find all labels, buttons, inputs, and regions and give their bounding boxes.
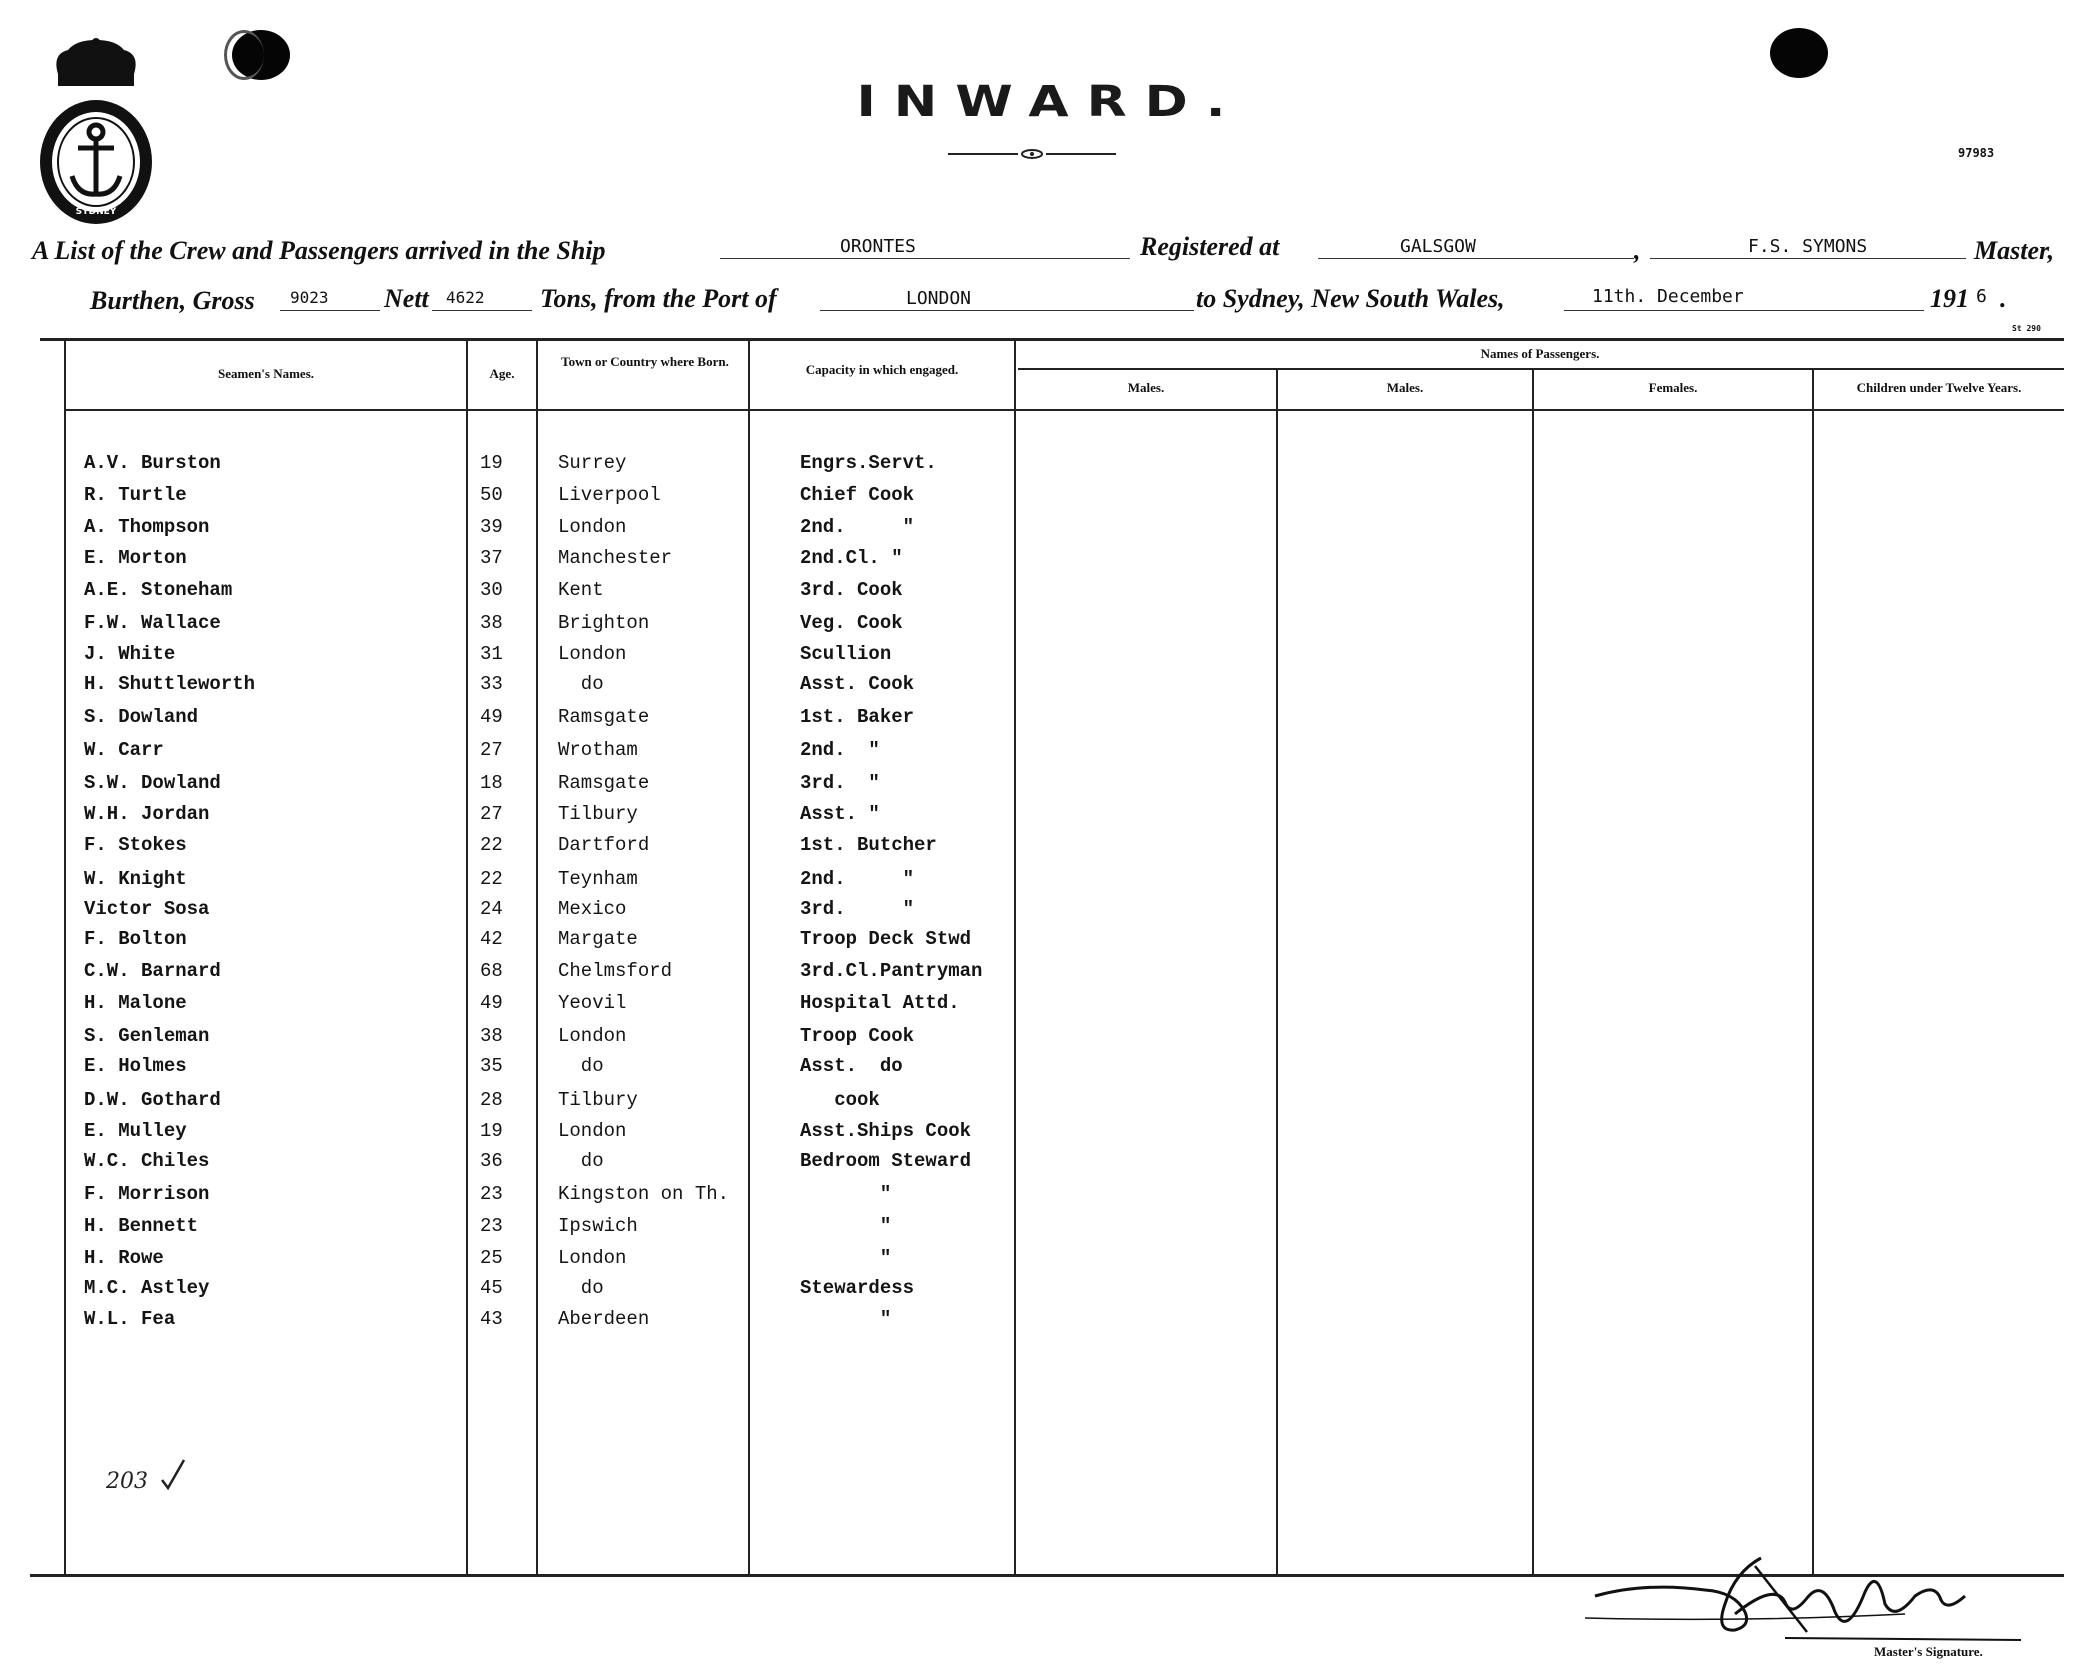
crew-capacity-cell: 3rd. Cook [800, 579, 903, 601]
crew-name-cell: S. Genleman [84, 1025, 210, 1047]
crew-age-cell: 36 [480, 1150, 503, 1172]
crew-age-cell: 45 [480, 1277, 503, 1299]
comma: , [1634, 236, 1641, 265]
burthen-label: Burthen, Gross [90, 286, 255, 315]
crew-name-cell: W. Knight [84, 868, 187, 890]
crew-capacity-cell: " [800, 1308, 892, 1330]
crew-birthplace-cell: Aberdeen [558, 1308, 650, 1330]
crew-name-cell: S. Dowland [84, 706, 199, 728]
crew-birthplace-cell: do [558, 1277, 604, 1299]
crew-age-cell: 19 [480, 1120, 503, 1142]
master-label: Master, [1974, 236, 2055, 265]
crew-capacity-cell: Bedroom Steward [800, 1150, 972, 1172]
crew-age-cell: 22 [480, 868, 503, 890]
crew-birthplace-cell: London [558, 643, 627, 665]
col-rule-capacity [748, 340, 750, 1574]
crew-capacity-cell: Veg. Cook [800, 612, 903, 634]
crew-capacity-cell: " [800, 1247, 892, 1269]
header-bottom-rule [64, 409, 2064, 411]
crew-name-cell: H. Bennett [84, 1215, 199, 1237]
crew-birthplace-cell: do [558, 1055, 604, 1077]
col-header-males-1: Males. [1127, 380, 1165, 395]
col-header-children: Children under Twelve Years. [1856, 380, 2022, 395]
count-note-text: 203 [106, 1469, 148, 1494]
crew-capacity-cell: 1st. Baker [800, 706, 915, 728]
crew-name-cell: H. Rowe [84, 1247, 164, 1269]
crew-capacity-cell: Chief Cook [800, 484, 915, 506]
crew-capacity-cell: 3rd. " [800, 772, 880, 794]
signature-caption: Master's Signature. [1874, 1644, 1983, 1659]
crew-birthplace-cell: Margate [558, 928, 638, 950]
ship-name: ORONTES [840, 236, 916, 257]
crew-age-cell: 23 [480, 1215, 503, 1237]
crew-birthplace-cell: Surrey [558, 452, 627, 474]
crew-birthplace-cell: Kent [558, 579, 604, 601]
shipping-masters-seal [38, 36, 154, 226]
master-field-line [1650, 258, 1966, 259]
gross-field-line [280, 310, 380, 311]
crew-name-cell: F. Morrison [84, 1183, 210, 1205]
crew-capacity-cell: Asst.Ships Cook [800, 1120, 972, 1142]
table-top-rule [40, 338, 2064, 341]
crew-capacity-cell: 2nd. " [800, 739, 880, 761]
crew-age-cell: 31 [480, 643, 503, 665]
crew-birthplace-cell: Ipswich [558, 1215, 638, 1237]
crew-capacity-cell: 2nd. " [800, 868, 915, 890]
crew-name-cell: E. Mulley [84, 1120, 187, 1142]
year-prefix: 191 [1930, 284, 1969, 313]
col-header-females: Females. [1648, 380, 1698, 395]
crew-name-cell: Victor Sosa [84, 898, 210, 920]
crew-name-cell: H. Shuttleworth [84, 673, 256, 695]
port-field-line [820, 310, 1194, 311]
crew-birthplace-cell: Teynham [558, 868, 638, 890]
title-ornament [948, 146, 1116, 162]
col-header-age: Age. [489, 366, 515, 381]
col-rule-age [466, 340, 468, 1574]
crew-name-cell: W.L. Fea [84, 1308, 176, 1330]
crew-name-cell: C.W. Barnard [84, 960, 221, 982]
nett-label: Nett [384, 284, 429, 313]
crew-birthplace-cell: Wrotham [558, 739, 638, 761]
crew-birthplace-cell: London [558, 1120, 627, 1142]
year-period: . [2000, 284, 2007, 313]
col-rule-females [1532, 370, 1534, 1574]
col-rule-children [1812, 370, 1814, 1574]
crew-birthplace-cell: Ramsgate [558, 706, 650, 728]
arrival-date: 11th. December [1592, 286, 1744, 307]
crew-age-cell: 33 [480, 673, 503, 695]
col-header-passengers: Names of Passengers. [1480, 346, 1600, 361]
master-name: F.S. SYMONS [1748, 236, 1868, 257]
crew-age-cell: 27 [480, 803, 503, 825]
crew-birthplace-cell: Dartford [558, 834, 650, 856]
crew-capacity-cell: " [800, 1215, 892, 1237]
punch-hole-left-ring [224, 30, 264, 80]
crew-age-cell: 35 [480, 1055, 503, 1077]
crew-birthplace-cell: Yeovil [558, 992, 627, 1014]
crew-name-cell: W.C. Chiles [84, 1150, 210, 1172]
crew-name-cell: S.W. Dowland [84, 772, 221, 794]
crew-age-cell: 37 [480, 547, 503, 569]
crew-age-cell: 39 [480, 516, 503, 538]
crew-capacity-cell: " [800, 1183, 892, 1205]
crew-name-cell: W.H. Jordan [84, 803, 210, 825]
crew-age-cell: 28 [480, 1089, 503, 1111]
col-header-town: Town or Country where Born. [561, 354, 729, 369]
crew-birthplace-cell: Brighton [558, 612, 650, 634]
crew-age-cell: 49 [480, 706, 503, 728]
crew-name-cell: E. Morton [84, 547, 187, 569]
col-rule-town [536, 340, 538, 1574]
crew-name-cell: A. Thompson [84, 516, 210, 538]
date-field-line [1564, 310, 1924, 311]
crew-age-cell: 19 [480, 452, 503, 474]
col-rule-left [64, 340, 66, 1574]
crew-name-cell: E. Holmes [84, 1055, 187, 1077]
handwritten-count-note [104, 1450, 204, 1496]
crew-capacity-cell: Scullion [800, 643, 892, 665]
crew-name-cell: D.W. Gothard [84, 1089, 221, 1111]
crew-name-cell: H. Malone [84, 992, 187, 1014]
to-sydney-label: to Sydney, New South Wales, [1196, 284, 1505, 313]
crew-age-cell: 43 [480, 1308, 503, 1330]
crew-name-cell: M.C. Astley [84, 1277, 210, 1299]
crew-age-cell: 18 [480, 772, 503, 794]
ship-field-line [720, 258, 1130, 259]
list-heading: A List of the Crew and Passengers arrived in the Ship [32, 236, 606, 265]
form-code: St 290 [2012, 324, 2041, 333]
passenger-subheader-rule [1018, 368, 2064, 370]
crew-birthplace-cell: Mexico [558, 898, 627, 920]
tons-label: Tons, from the Port of [540, 284, 777, 313]
crew-capacity-cell: 1st. Butcher [800, 834, 937, 856]
crew-name-cell: F.W. Wallace [84, 612, 221, 634]
col-rule-passengers [1014, 340, 1016, 1574]
col-header-names: Seamen's Names. [217, 366, 315, 381]
crew-capacity-cell: Troop Deck Stwd [800, 928, 972, 950]
col-rule-males2 [1276, 370, 1278, 1574]
crew-age-cell: 23 [480, 1183, 503, 1205]
col-header-males-2: Males. [1386, 380, 1424, 395]
crew-capacity-cell: 2nd.Cl. " [800, 547, 903, 569]
crew-age-cell: 22 [480, 834, 503, 856]
crew-capacity-cell: Asst. do [800, 1055, 903, 1077]
crew-birthplace-cell: Ramsgate [558, 772, 650, 794]
crew-capacity-cell: cook [800, 1089, 880, 1111]
crew-name-cell: F. Stokes [84, 834, 187, 856]
crew-name-cell: W. Carr [84, 739, 164, 761]
crew-birthplace-cell: Tilbury [558, 803, 638, 825]
crew-birthplace-cell: Manchester [558, 547, 673, 569]
crew-birthplace-cell: do [558, 1150, 604, 1172]
crew-capacity-cell: 3rd. " [800, 898, 915, 920]
from-port: LONDON [906, 288, 972, 309]
crew-birthplace-cell: do [558, 673, 604, 695]
crew-name-cell: F. Bolton [84, 928, 187, 950]
crew-birthplace-cell: London [558, 1247, 627, 1269]
crew-capacity-cell: 3rd.Cl.Pantryman [800, 960, 983, 982]
crew-capacity-cell: Asst. " [800, 803, 880, 825]
year-suffix: 6 [1976, 286, 1987, 307]
crew-age-cell: 49 [480, 992, 503, 1014]
crew-name-cell: A.E. Stoneham [84, 579, 233, 601]
crew-birthplace-cell: Tilbury [558, 1089, 638, 1111]
crew-age-cell: 38 [480, 1025, 503, 1047]
registered-port: GALSGOW [1400, 236, 1476, 257]
crew-birthplace-cell: Liverpool [558, 484, 661, 506]
crew-name-cell: J. White [84, 643, 176, 665]
crew-age-cell: 50 [480, 484, 503, 506]
gross-tonnage: 9023 [290, 288, 329, 307]
crew-age-cell: 42 [480, 928, 503, 950]
crew-birthplace-cell: London [558, 516, 627, 538]
punch-hole-right [1770, 28, 1828, 78]
crew-capacity-cell: 2nd. " [800, 516, 915, 538]
crew-capacity-cell: Troop Cook [800, 1025, 915, 1047]
nett-tonnage: 4622 [446, 288, 485, 307]
registered-field-line [1318, 258, 1634, 259]
crew-birthplace-cell: Kingston on Th. [558, 1183, 730, 1205]
crew-age-cell: 24 [480, 898, 503, 920]
crew-capacity-cell: Asst. Cook [800, 673, 915, 695]
crew-capacity-cell: Hospital Attd. [800, 992, 960, 1014]
master-signature [1585, 1552, 2025, 1652]
page-title: INWARD. [856, 77, 1244, 127]
crew-capacity-cell: Engrs.Servt. [800, 452, 937, 474]
col-header-capacity: Capacity in which engaged. [805, 362, 959, 377]
crew-age-cell: 38 [480, 612, 503, 634]
crew-birthplace-cell: Chelmsford [558, 960, 673, 982]
registered-label: Registered at [1140, 232, 1280, 261]
svg-text:SYDNEY: SYDNEY [75, 207, 117, 217]
crew-age-cell: 30 [480, 579, 503, 601]
form-number: 97983 [1958, 146, 1995, 160]
crew-age-cell: 68 [480, 960, 503, 982]
crew-birthplace-cell: London [558, 1025, 627, 1047]
crew-age-cell: 25 [480, 1247, 503, 1269]
crew-age-cell: 27 [480, 739, 503, 761]
crew-name-cell: R. Turtle [84, 484, 187, 506]
nett-field-line [432, 310, 532, 311]
crew-capacity-cell: Stewardess [800, 1277, 915, 1299]
crew-name-cell: A.V. Burston [84, 452, 221, 474]
